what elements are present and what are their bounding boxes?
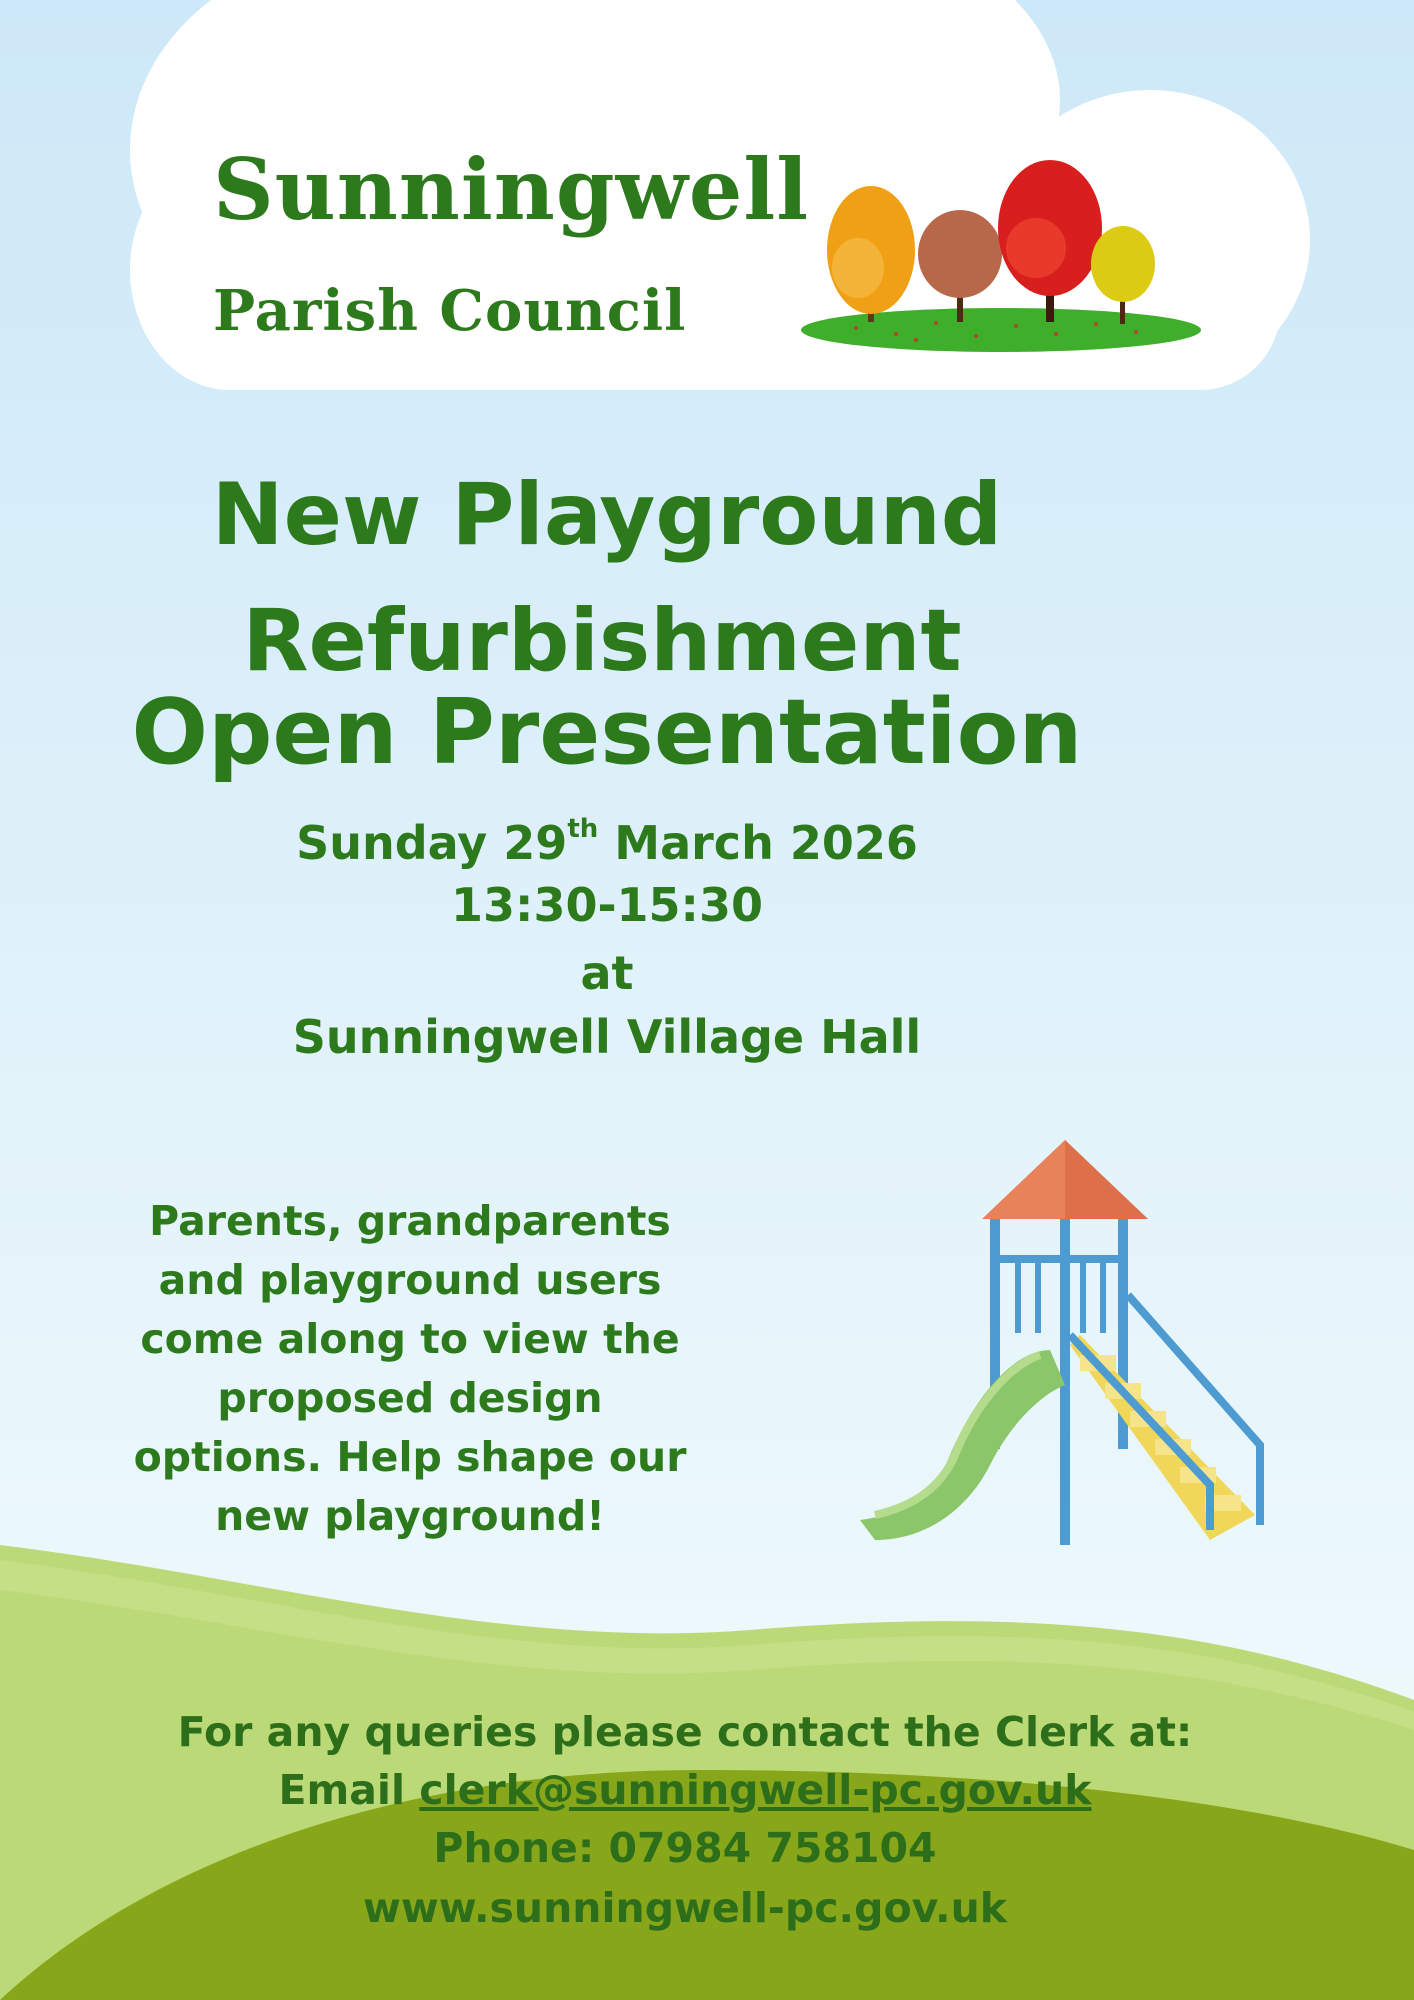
headline-line-2: Refurbishment: [242, 591, 962, 691]
council-title: Sunningwell: [213, 140, 810, 239]
contact-intro: For any queries please contact the Clerk at:: [177, 1708, 1193, 1756]
autumn-trees-icon: [796, 158, 1206, 358]
contact-phone: Phone: 07984 758104: [433, 1824, 937, 1872]
contact-website[interactable]: www.sunningwell-pc.gov.uk: [362, 1884, 1008, 1932]
invitation-line: Parents, grandparents: [149, 1197, 671, 1245]
invitation-line: new playground!: [215, 1492, 605, 1540]
invitation-line: options. Help shape our: [133, 1433, 687, 1481]
email-label: Email: [278, 1766, 420, 1814]
event-date: [0, 814, 1314, 870]
headline-line-3: Open Presentation: [131, 680, 1083, 785]
invitation-line: proposed design: [217, 1374, 603, 1422]
event-day: Sunday 29: [296, 816, 568, 870]
invitation-line: come along to view the: [140, 1315, 680, 1363]
council-subtitle: Parish Council: [213, 278, 687, 344]
playground-slide-icon: [850, 1135, 1280, 1545]
headline-line-1: New Playground: [211, 465, 1003, 565]
contact-email-row: [0, 1766, 1370, 1814]
invitation-line: and playground users: [158, 1256, 662, 1304]
invitation-text: [120, 1192, 700, 1546]
event-month-year: March 2026: [598, 816, 918, 870]
email-link[interactable]: clerk@sunningwell-pc.gov.uk: [419, 1766, 1092, 1814]
event-at: at: [580, 946, 634, 1000]
event-time: 13:30-15:30: [451, 878, 763, 932]
event-ordinal: th: [567, 814, 599, 844]
event-venue: Sunningwell Village Hall: [292, 1010, 922, 1064]
